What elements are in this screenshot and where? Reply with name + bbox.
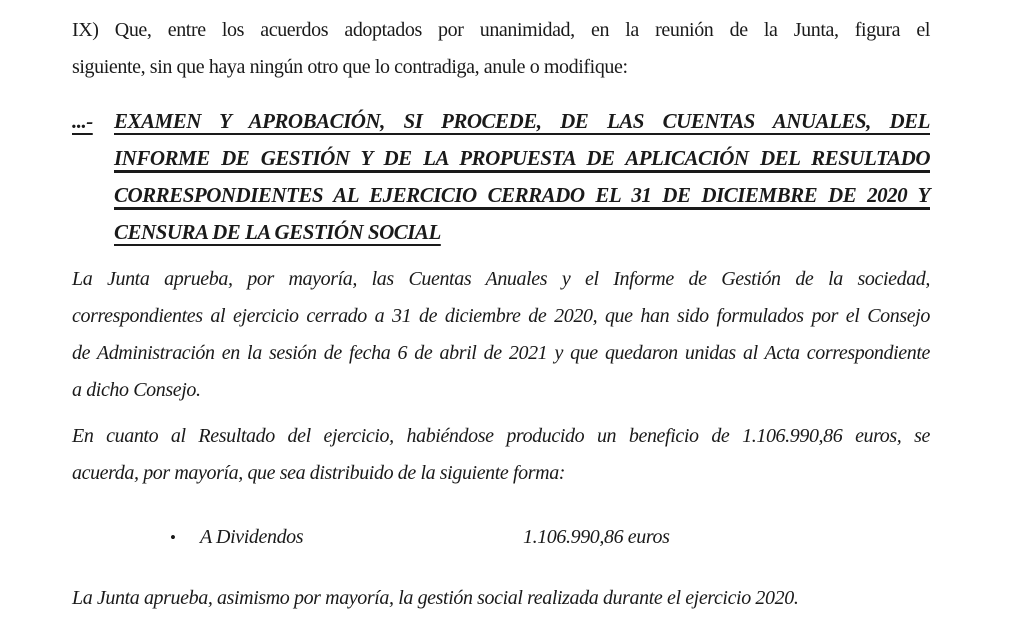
text-line: CENSURA DE LA GESTIÓN SOCIAL [114,220,441,244]
text-line: INFORME DE GESTIÓN Y DE LA PROPUESTA DE APLICACIÓN DEL RESULTADO [114,146,930,170]
approval-paragraph [72,261,930,409]
text-line: siguiente, sin que haya ningún otro que lo contradiga, anule o modifique: [72,56,628,78]
result-paragraph [72,418,930,492]
text-line: a dicho Consejo. [72,379,201,401]
dividend-amount: 1.106.990,86 euros [523,526,670,548]
text-line: En cuanto al Resultado del ejercicio, habiéndose producido un beneficio de 1.106.990,86 euros, se [72,425,930,447]
dividend-label: A Dividendos [200,526,304,548]
agenda-item-title [114,103,930,251]
text-line: CORRESPONDIENTES AL EJERCICIO CERRADO EL 31 DE DICIEMBRE DE 2020 Y [114,183,930,207]
closing-paragraph [72,580,930,617]
dividend-list-item [72,519,930,556]
intro-paragraph [72,12,930,86]
bullet-icon: • [170,528,176,547]
text-line: La Junta aprueba, por mayoría, las Cuentas Anuales y el Informe de Gestión de la sociedad, [72,268,930,290]
text-line: correspondientes al ejercicio cerrado a 31 de diciembre de 2020, que han sido formulados por el Consejo [72,305,930,327]
text-line: acuerda, por mayoría, que sea distribuido de la siguiente forma: [72,462,566,484]
text-line: La Junta aprueba, asimismo por mayoría, la gestión social realizada durante el ejercicio 2020. [72,587,799,609]
agenda-item-heading [72,103,930,251]
agenda-item-marker: ...- [72,109,93,133]
text-line: de Administración en la sesión de fecha 6 de abril de 2021 y que quedaron unidas al Acta correspondiente [72,342,930,364]
text-line: EXAMEN Y APROBACIÓN, SI PROCEDE, DE LAS CUENTAS ANUALES, DEL [114,109,930,133]
text-line: IX) Que, entre los acuerdos adoptados por unanimidad, en la reunión de la Junta, figura el [72,19,930,41]
